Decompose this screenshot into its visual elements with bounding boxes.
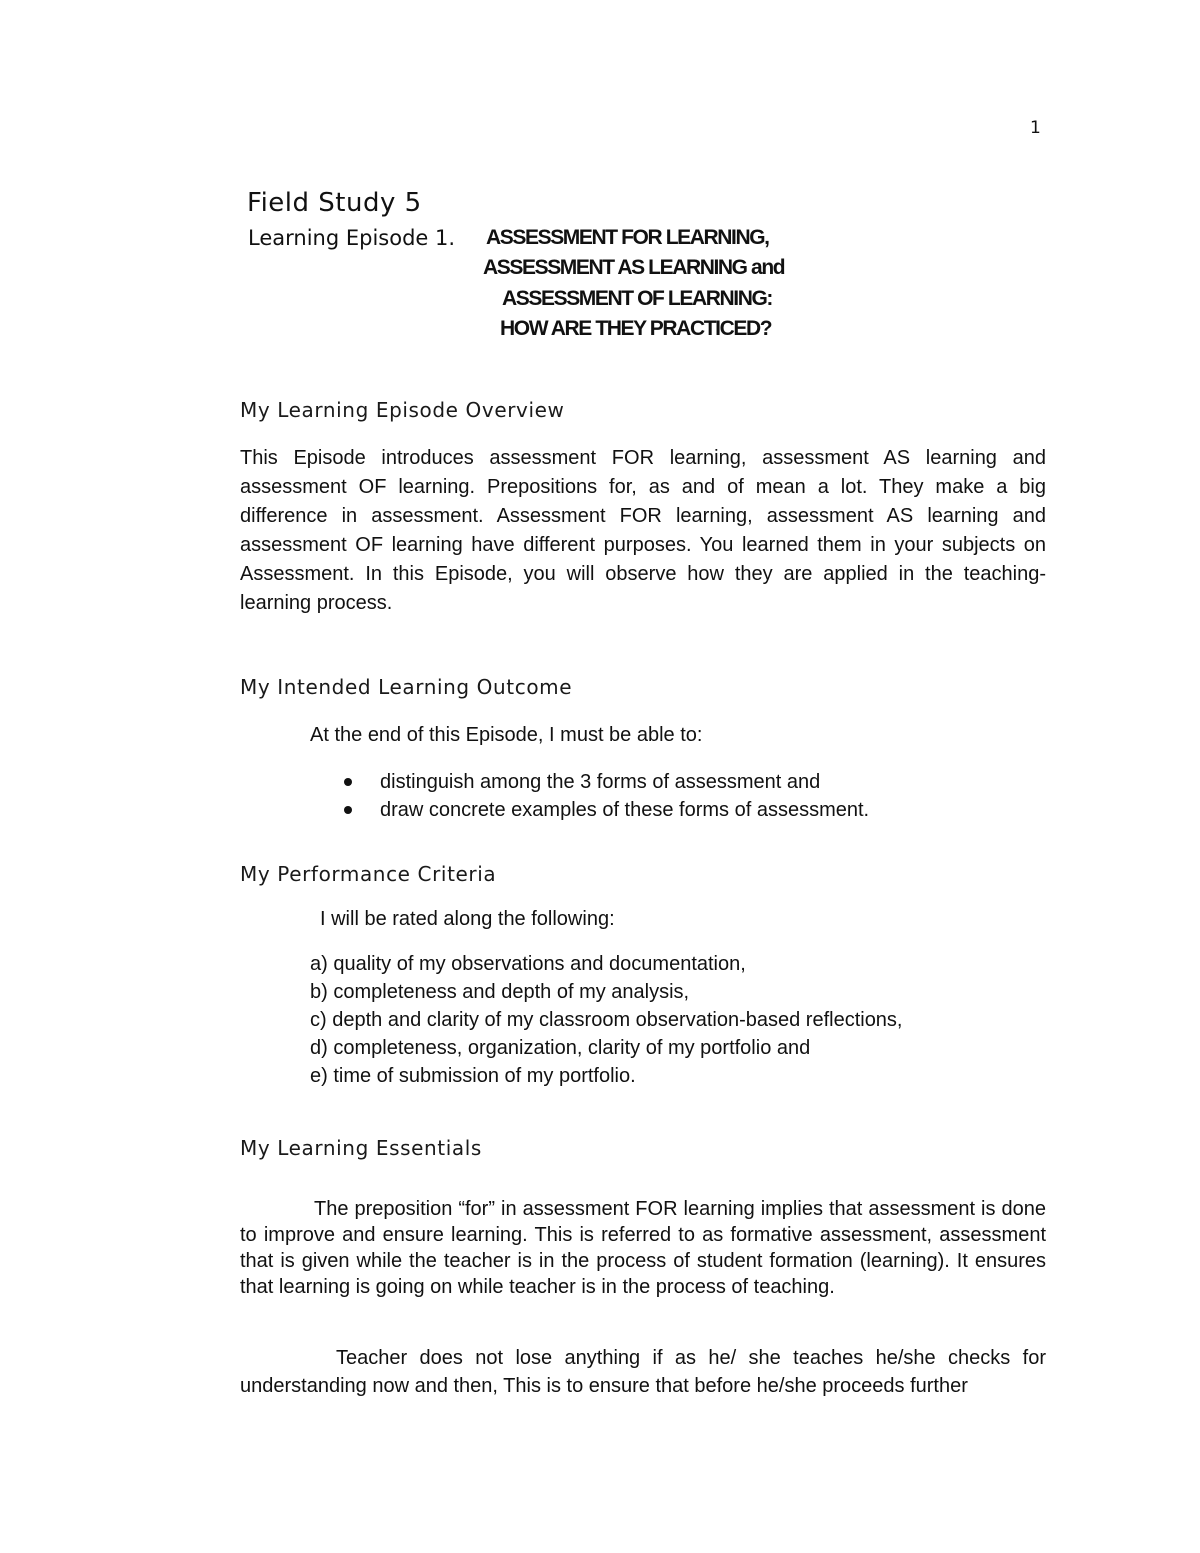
criteria-list <box>310 950 903 1090</box>
outcome-list <box>340 768 869 824</box>
episode-title-line: ASSESSMENT OF LEARNING: <box>502 287 772 310</box>
essentials-heading: My Learning Essentials <box>240 1136 482 1160</box>
list-item: b) completeness and depth of my analysis, <box>310 981 690 1003</box>
essentials-paragraph: Teacher does not lose anything if as he/ she teaches he/she checks for understanding now and then, This is to ensure that before he/she proceeds further <box>240 1347 1046 1397</box>
episode-title-line: ASSESSMENT AS LEARNING and <box>483 256 785 279</box>
outcome-heading: My Intended Learning Outcome <box>240 675 573 699</box>
list-item: d) completeness, organization, clarity of my portfolio and <box>310 1037 811 1059</box>
episode-label: Learning Episode 1. <box>248 226 456 250</box>
list-item: c) depth and clarity of my classroom observation-based reflections, <box>310 1009 903 1031</box>
overview-paragraph: This Episode introduces assessment FOR learning, assessment AS learning and assessment OF learning. Prepositions for, as and of mean a lot. They make a big difference in assessment. Assessment FOR learning, assessment AS learning and assessment OF learning have different purposes. You learned them in your subjects on Assessment. In this Episode, you will observe how they are applied in the teaching-learning process. <box>240 447 1046 614</box>
page-number: 1 <box>1030 118 1041 138</box>
essentials-paragraph: The preposition “for” in assessment FOR learning implies that assessment is done to improve and ensure learning. This is referred to as formative assessment, assessment that is given while the teacher is in the process of student formation (learning). It ensures that learning is going on while teacher is in the process of teaching. <box>240 1198 1046 1298</box>
criteria-intro: I will be rated along the following: <box>320 908 615 930</box>
outcome-intro: At the end of this Episode, I must be able to: <box>310 724 703 746</box>
bullet-icon <box>344 778 352 786</box>
list-item-text: draw concrete examples of these forms of assessment. <box>380 799 870 821</box>
bullet-icon <box>344 806 352 814</box>
list-item <box>340 768 869 796</box>
episode-title-line: ASSESSMENT FOR LEARNING, <box>486 226 769 249</box>
episode-title-line: HOW ARE THEY PRACTICED? <box>500 317 772 340</box>
list-item: a) quality of my observations and documentation, <box>310 953 746 975</box>
overview-heading: My Learning Episode Overview <box>240 398 565 422</box>
list-item-text: distinguish among the 3 forms of assessment and <box>380 771 821 793</box>
document-title: Field Study 5 <box>247 188 422 218</box>
list-item <box>340 796 869 824</box>
criteria-heading: My Performance Criteria <box>240 862 497 886</box>
list-item: e) time of submission of my portfolio. <box>310 1065 636 1087</box>
